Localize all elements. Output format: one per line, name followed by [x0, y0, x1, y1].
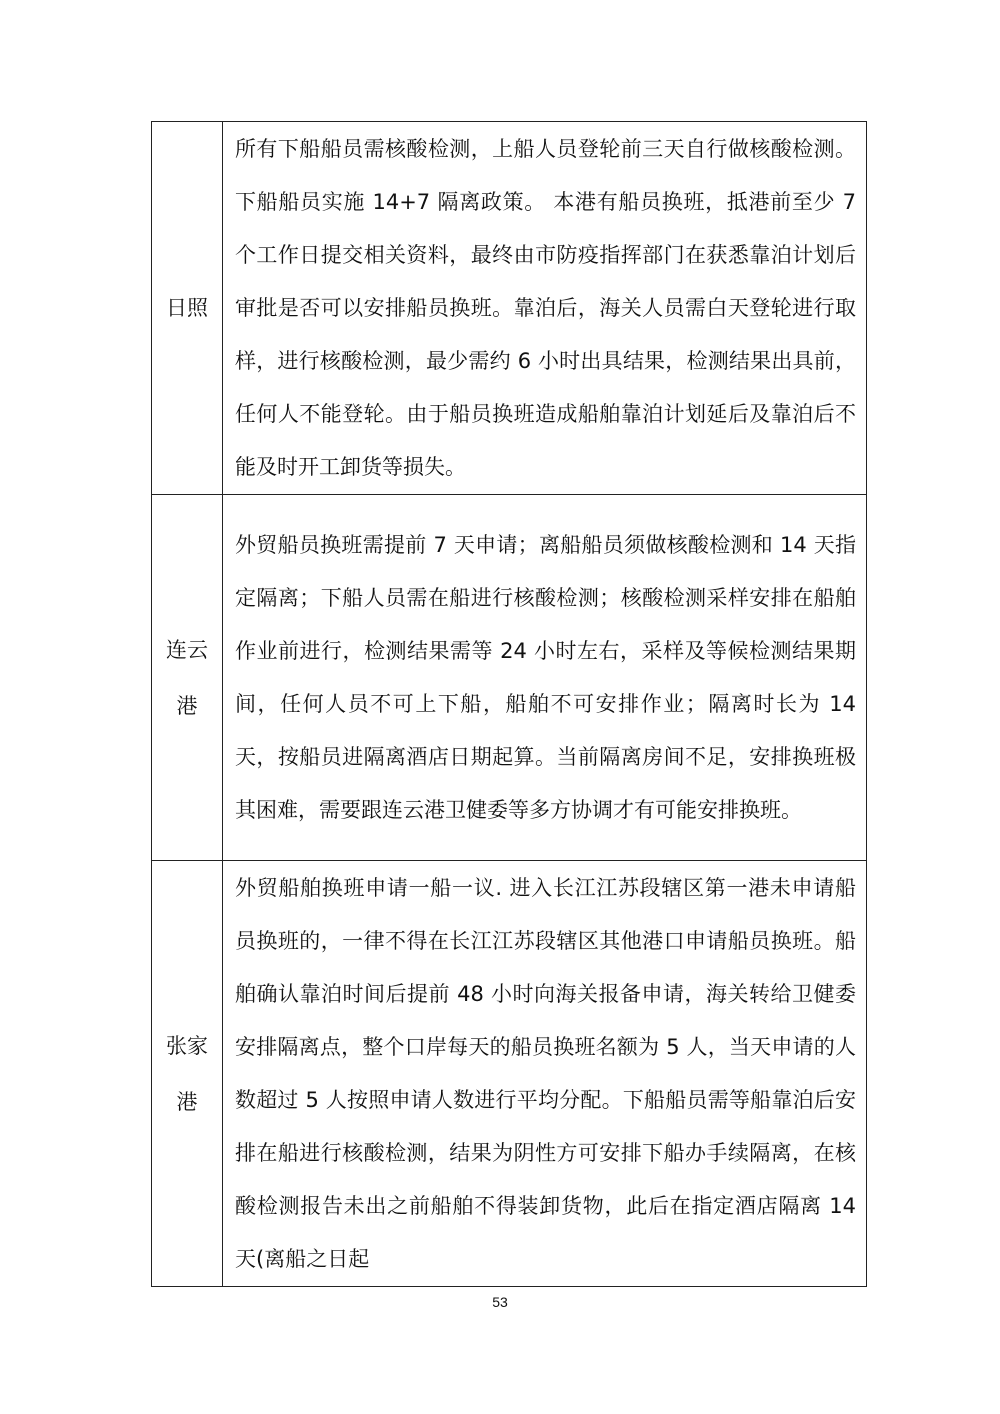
port-name: 日照: [166, 296, 208, 320]
table-row: [152, 861, 867, 1287]
port-name: 连云港: [166, 637, 208, 718]
table-row: [152, 122, 867, 495]
policy-text: 所有下船船员需核酸检测，上船人员登轮前三天自行做核酸检测。下船船员实施 14+7 隔离政策。 本港有船员换班，抵港前至少 7 个工作日提交相关资料，最终由市防疫指挥部门在获悉靠泊计划后审批是否可以安排船员换班。靠泊后，海关人员需白天登轮进行取样，进行核酸检测，最少需约 6 小时出具结果，检测结果出具前，任何人不能登轮。由于船员换班造成船舶靠泊计划延后及靠泊后不能及时开工卸货等损失。: [223, 122, 867, 495]
table-row: [152, 495, 867, 861]
port-cell: [152, 122, 223, 495]
policy-text: 外贸船员换班需提前 7 天申请；离船船员须做核酸检测和 14 天指定隔离；下船人员需在船进行核酸检测；核酸检测采样安排在船舶作业前进行，检测结果需等 24 小时左右，采样及等候检测结果期间，任何人员不可上下船，船舶不可安排作业；隔离时长为 14 天，按船员进隔离酒店日期起算。当前隔离房间不足，安排换班极其困难，需要跟连云港卫健委等多方协调才有可能安排换班。: [223, 495, 867, 861]
port-cell: [152, 861, 223, 1287]
port-crew-change-table: [151, 121, 867, 1287]
page-number: 53: [492, 1294, 508, 1310]
policy-text: 外贸船舶换班申请一船一议. 进入长江江苏段辖区第一港未申请船员换班的，一律不得在长江江苏段辖区其他港口申请船员换班。船舶确认靠泊时间后提前 48 小时向海关报备申请，海关转给卫健委安排隔离点，整个口岸每天的船员换班名额为 5 人，当天申请的人数超过 5 人按照申请人数进行平均分配。下船船员需等船靠泊后安排在船进行核酸检测，结果为阴性方可安排下船办手续隔离，在核酸检测报告未出之前船舶不得装卸货物，此后在指定酒店隔离 14 天(离船之日起: [223, 861, 867, 1287]
port-name: 张家港: [166, 1033, 208, 1114]
port-cell: [152, 495, 223, 861]
